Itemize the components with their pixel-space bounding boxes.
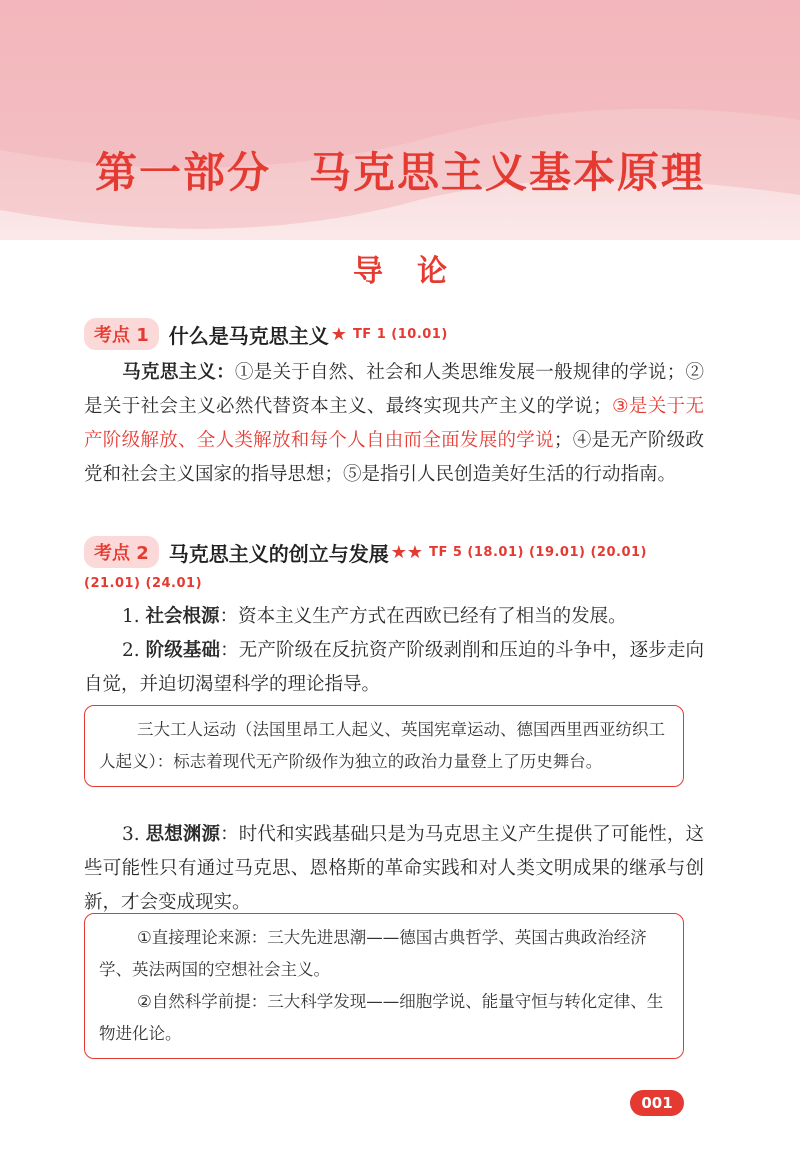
point2-item1 [84, 600, 704, 634]
point1-text-highlight: ③是关于无产阶级解放、全人类解放和每个人自由而全面发展的学说 [84, 396, 704, 451]
header-curve-decoration [0, 0, 800, 240]
item2-term: 阶级基础 [145, 640, 221, 661]
item3-number: 3. [122, 824, 140, 845]
chapter-title: 导论 [353, 254, 481, 289]
note2-science-premise: ②自然科学前提：三大科学发现——细胞学说、能量守恒与转化定律、生物进化论。 [99, 992, 664, 1043]
point2-title: 马克思主义的创立与发展 [168, 541, 389, 566]
item1-term: 社会根源 [145, 606, 220, 627]
point1-heading [84, 318, 448, 350]
part-title-name: 马克思主义基本原理 [309, 148, 706, 197]
point2-badge: 考点 2 [84, 536, 159, 568]
item1-number: 1. [122, 606, 140, 627]
point2-frequency: TF 5 (18.01) (19.01) (20.01) [429, 544, 647, 560]
point2-frequency-continued: (21.01) (24.01) [84, 576, 203, 591]
note-box-workers-movements [84, 705, 684, 787]
part-title [0, 140, 800, 200]
point1-paragraph [84, 356, 704, 492]
note2-theory-sources: ①直接理论来源：三大先进思潮——德国古典哲学、英国古典政治经济学、英法两国的空想社会主义。 [99, 928, 647, 979]
point2-item2 [84, 634, 704, 702]
point1-stars: ★ [330, 323, 347, 345]
part-title-number: 第一部分 [94, 148, 271, 197]
point2-stars: ★★ [390, 541, 424, 563]
point1-term: 马克思主义： [122, 362, 235, 383]
point1-text-a: ①是关于自然、社会和人类思维发展一般规律的学说；②是关于社会主义必然代替资本主义、最终实现共产主义的学说； [84, 362, 704, 417]
page-number: 001 [630, 1090, 684, 1116]
item3-text: ：时代和实践基础只是为马克思主义产生提供了可能性，这些可能性只有通过马克思、恩格斯的革命实践和对人类文明成果的继承与创新，才会变成现实。 [84, 824, 704, 913]
point1-title: 什么是马克思主义 [168, 323, 329, 348]
point1-frequency: TF 1 (10.01) [352, 326, 448, 342]
item1-text: ：资本主义生产方式在西欧已经有了相当的发展。 [219, 606, 627, 627]
point2-item3 [84, 818, 704, 920]
note1-text: 三大工人运动（法国里昂工人起义、英国宪章运动、德国西里西亚纺织工人起义）：标志着现代无产阶级作为独立的政治力量登上了历史舞台。 [99, 720, 665, 771]
item3-term: 思想渊源 [145, 824, 221, 845]
note-box-theory-sources [84, 913, 684, 1059]
point1-badge: 考点 1 [84, 318, 159, 350]
point2-heading [84, 536, 647, 568]
item2-number: 2. [122, 640, 140, 661]
item2-text: ：无产阶级在反抗资产阶级剥削和压迫的斗争中，逐步走向自觉，并迫切渴望科学的理论指导。 [84, 640, 704, 695]
point1-text-b: ；④是无产阶级政党和社会主义国家的指导思想；⑤是指引人民创造美好生活的行动指南。 [84, 430, 704, 485]
